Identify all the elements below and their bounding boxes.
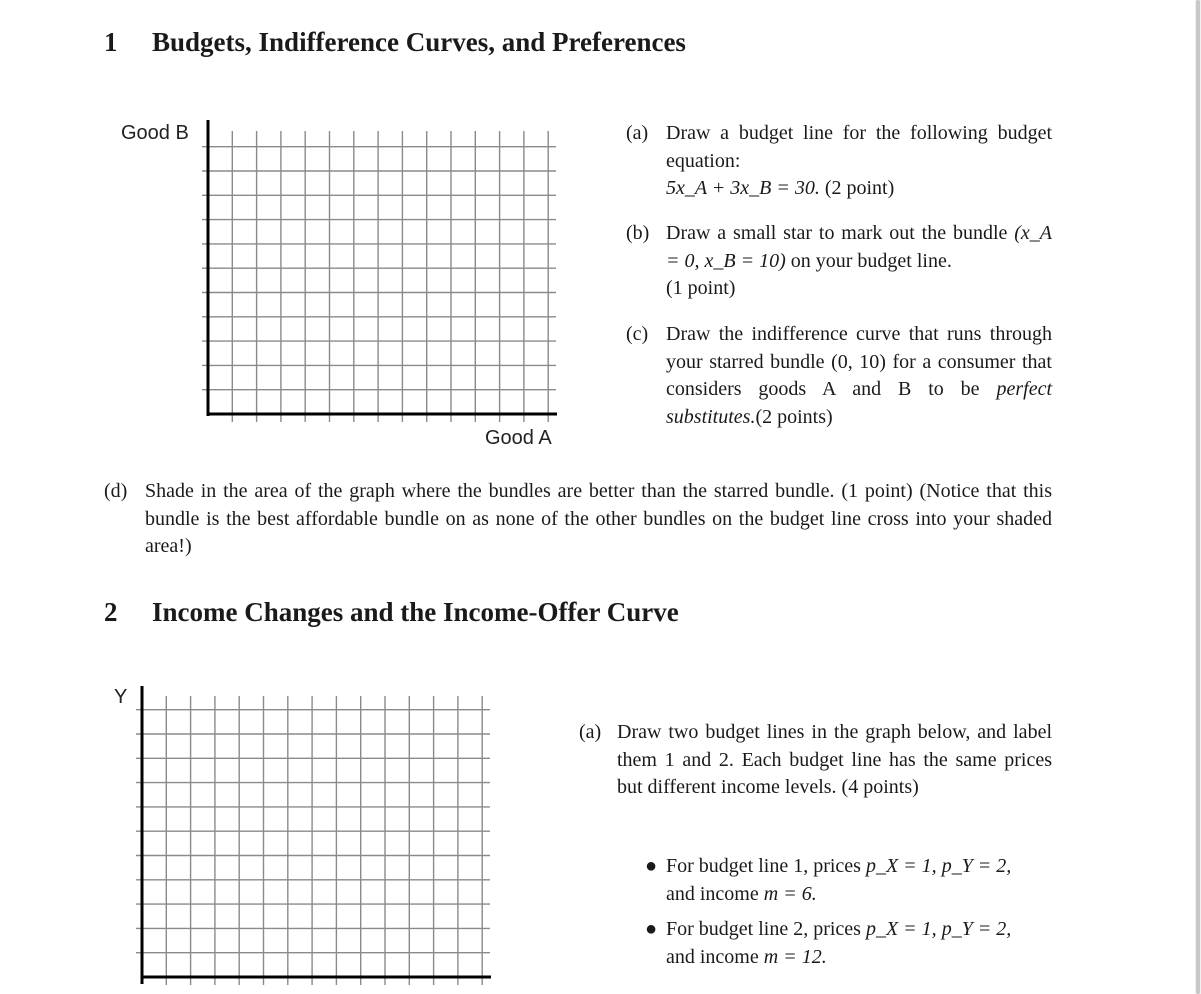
item-a-points: (2 point) xyxy=(824,177,895,199)
bullet-2-income: m = 12. xyxy=(763,945,827,968)
graph-2-gridlines xyxy=(136,696,490,985)
budget-line-1-bullet xyxy=(645,853,1054,908)
bullet-2-prefix: For budget line 2, prices xyxy=(666,918,861,940)
graph-1-grid[interactable] xyxy=(196,120,562,426)
section-1-item-a xyxy=(626,120,1052,203)
graph-1-y-axis-label: Good B xyxy=(121,122,189,144)
section-2-number: 2 xyxy=(104,597,118,627)
bullet-1-income-text: and income xyxy=(666,882,759,905)
section-1-item-b xyxy=(626,220,1052,303)
item-a-letter: (a) xyxy=(626,122,649,144)
bullet-1-price-y: p_Y = 2, xyxy=(941,855,1012,877)
scrollbar-track[interactable] xyxy=(1195,0,1201,994)
graph-1-x-axis-label: Good A xyxy=(485,427,552,449)
section-2-item-a xyxy=(579,719,1052,802)
section-1-title: Budgets, Indifference Curves, and Preferences xyxy=(152,27,686,57)
item-c-text-before: Draw the indifference curve that runs through your starred bundle (0, 10) for a consumer that considers goods A and B to be xyxy=(666,323,1052,400)
item-d-text: Shade in the area of the graph where the bundles are better than the starred bundle. (1 point) (Notice that this bundle is the best affordable bundle on as none of the other bundles on the budget line cross into your shaded area!) xyxy=(145,480,1052,557)
section-2-item-a-letter: (a) xyxy=(579,721,602,743)
bullet-2-income-text: and income xyxy=(666,945,759,968)
bullet-2-price-y: p_Y = 2, xyxy=(941,918,1012,940)
bullet-dot-icon: ● xyxy=(645,918,658,940)
item-b-letter: (b) xyxy=(626,222,650,244)
item-b-points: (1 point) xyxy=(666,277,736,299)
scrollbar-thumb[interactable] xyxy=(1196,0,1200,994)
bullet-1-income: m = 6. xyxy=(763,882,817,905)
item-d-letter: (d) xyxy=(104,480,128,502)
item-b-bundle: (x_A = 0, x_B = 10) xyxy=(666,222,1052,272)
graph-1-gridlines xyxy=(202,131,556,422)
item-c-points: (2 points) xyxy=(755,405,833,428)
item-c-letter: (c) xyxy=(626,323,649,345)
section-1-item-d xyxy=(104,478,1052,561)
section-2-heading xyxy=(104,597,679,628)
bullet-dot-icon: ● xyxy=(645,855,658,877)
bullet-1-price-x: p_X = 1, xyxy=(865,855,937,877)
item-c-emphasis: perfect substitutes. xyxy=(666,378,1053,428)
section-1-heading xyxy=(104,27,686,58)
item-b-text-after: on your budget line. xyxy=(790,249,952,272)
budget-line-2-bullet xyxy=(645,916,1054,971)
section-1-number: 1 xyxy=(104,27,118,57)
item-b-text-before: Draw a small star to mark out the bundle xyxy=(666,222,1008,244)
section-2-title: Income Changes and the Income-Offer Curve xyxy=(152,597,679,627)
bullet-2-price-x: p_X = 1, xyxy=(865,918,937,940)
section-2-item-a-text: Draw two budget lines in the graph below, and label them 1 and 2. Each budget line has the same prices but different income levels. (4 points) xyxy=(617,721,1052,798)
graph-2-y-axis-label: Y xyxy=(114,686,128,708)
item-a-equation: 5x_A + 3x_B = 30. xyxy=(666,177,820,199)
bullet-1-prefix: For budget line 1, prices xyxy=(666,855,861,877)
item-a-text: Draw a budget line for the following budget equation: xyxy=(666,122,1052,172)
graph-2-grid[interactable] xyxy=(130,686,496,990)
section-1-item-c xyxy=(626,321,1052,431)
